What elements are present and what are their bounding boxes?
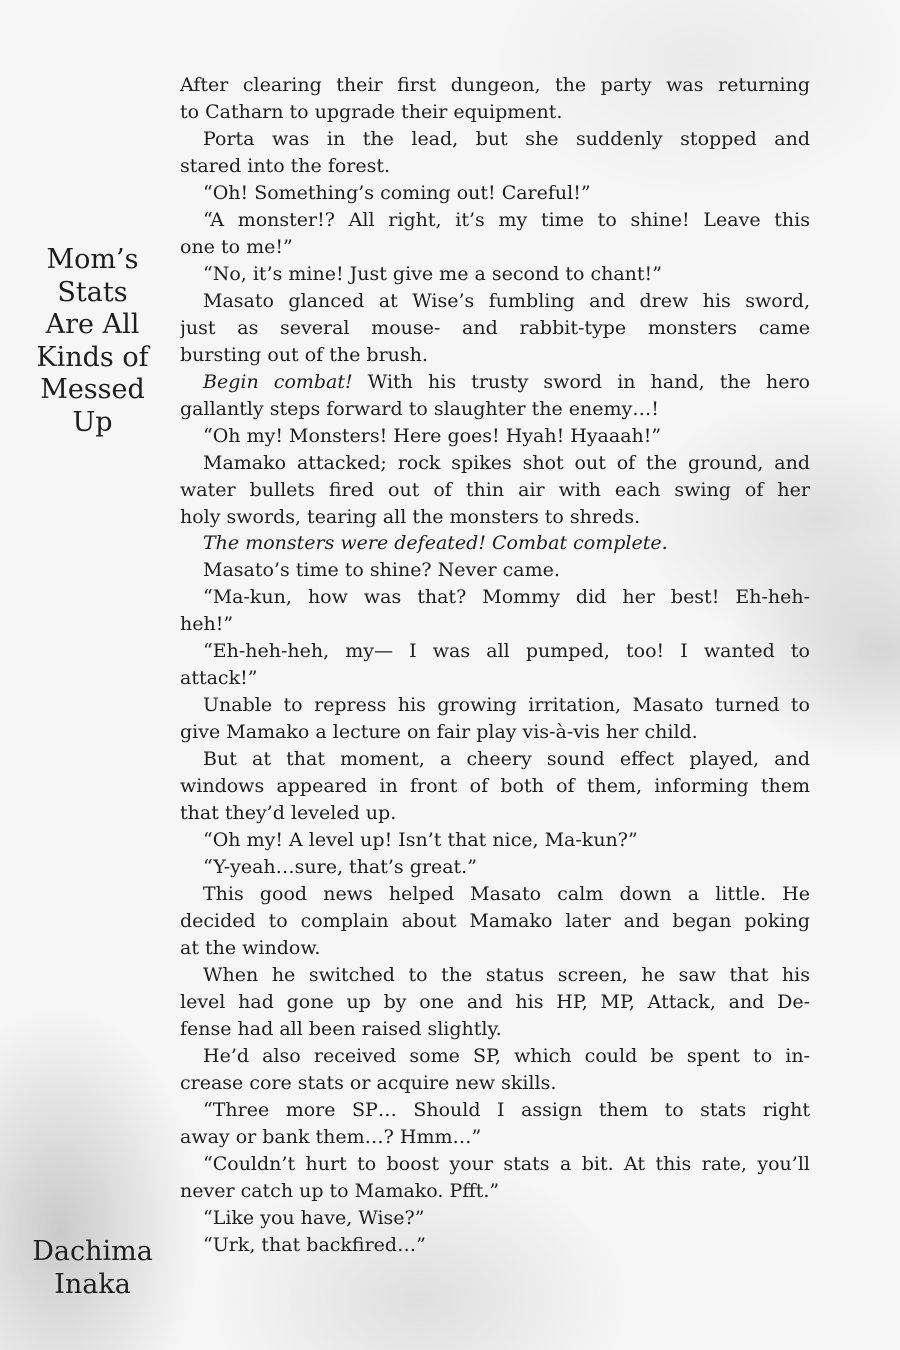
text-segment: away or bank them…? Hmm…” bbox=[180, 1125, 482, 1148]
text-line bbox=[180, 530, 810, 557]
chapter-title-line: Are All bbox=[45, 309, 140, 340]
chapter-title bbox=[20, 244, 165, 439]
text-segment: He’d also received some SP, which could be spent to in- bbox=[203, 1044, 810, 1067]
italic-text: Begin combat! bbox=[203, 370, 353, 393]
text-line bbox=[180, 315, 810, 342]
text-segment: “Urk, that backfired…” bbox=[203, 1233, 426, 1256]
text-line bbox=[180, 746, 810, 773]
text-line bbox=[180, 908, 810, 935]
text-line bbox=[180, 288, 810, 315]
text-segment: that they’d leveled up. bbox=[180, 802, 397, 825]
text-line bbox=[180, 827, 810, 854]
text-line bbox=[180, 261, 810, 288]
text-segment: “Like you have, Wise?” bbox=[203, 1206, 425, 1229]
text-line bbox=[180, 72, 810, 99]
text-line bbox=[180, 1097, 810, 1124]
author-name-line: Dachima bbox=[32, 1236, 153, 1267]
text-segment: But at that moment, a cheery sound effect played, and bbox=[203, 748, 810, 771]
text-line bbox=[180, 962, 810, 989]
text-segment: After clearing their first dungeon, the party was returning bbox=[180, 74, 810, 96]
text-line bbox=[180, 450, 810, 477]
text-line bbox=[180, 1016, 810, 1043]
text-segment: level had gone up by one and his HP, MP, Attack, and De- bbox=[180, 990, 810, 1013]
text-segment: holy swords, tearing all the monsters to shreds. bbox=[180, 505, 641, 528]
body-text bbox=[180, 72, 810, 1259]
text-line bbox=[180, 719, 810, 746]
text-line bbox=[180, 665, 810, 692]
text-line bbox=[180, 881, 810, 908]
text-line bbox=[180, 504, 810, 531]
text-segment: stared into the forest. bbox=[180, 154, 391, 177]
text-line bbox=[180, 234, 810, 261]
italic-text: The monsters were defeated! Combat complete. bbox=[203, 532, 668, 555]
text-segment: Porta was in the lead, but she suddenly stopped and bbox=[203, 127, 810, 150]
text-line bbox=[180, 1124, 810, 1151]
text-line bbox=[180, 638, 810, 665]
text-line bbox=[180, 611, 810, 638]
text-line bbox=[180, 989, 810, 1016]
text-line bbox=[180, 342, 810, 369]
text-segment: “No, it’s mine! Just give me a second to chant!” bbox=[203, 262, 662, 285]
text-segment: “Three more SP… Should I assign them to stats right bbox=[203, 1098, 810, 1121]
text-segment: “Ma-kun, how was that? Mommy did her best! Eh-heh- bbox=[203, 586, 810, 609]
text-line bbox=[180, 1151, 810, 1178]
text-segment: water bullets fired out of thin air with each swing of her bbox=[180, 478, 810, 501]
text-line bbox=[180, 1205, 810, 1232]
text-segment: When he switched to the status screen, he saw that his bbox=[203, 963, 810, 986]
author-name bbox=[20, 1236, 165, 1301]
text-segment: With his trusty sword in hand, the hero bbox=[352, 370, 810, 393]
text-segment: at the window. bbox=[180, 937, 321, 959]
text-segment: attack!” bbox=[180, 667, 258, 690]
text-segment: Mamako attacked; rock spikes shot out of the ground, and bbox=[203, 451, 810, 474]
text-line bbox=[180, 1178, 810, 1205]
text-line bbox=[180, 1070, 810, 1097]
text-segment: This good news helped Masato calm down a little. He bbox=[203, 883, 810, 906]
text-segment: decided to complain about Mamako later and began poking bbox=[180, 910, 810, 933]
text-line bbox=[180, 773, 810, 800]
text-segment: Masato’s time to shine? Never came. bbox=[203, 559, 560, 582]
chapter-title-line: Messed bbox=[40, 374, 145, 405]
text-line bbox=[180, 99, 810, 126]
text-segment: bursting out of the brush. bbox=[180, 343, 428, 366]
text-segment: never catch up to Mamako. Pfft.” bbox=[180, 1179, 500, 1202]
text-segment: gallantly steps forward to slaughter the enemy…! bbox=[180, 397, 659, 420]
text-segment: heh!” bbox=[180, 613, 234, 636]
text-segment: Unable to repress his growing irritation, Masato turned to bbox=[203, 694, 810, 717]
text-line bbox=[180, 800, 810, 827]
text-line bbox=[180, 584, 810, 611]
text-line bbox=[180, 692, 810, 719]
text-segment: “Oh my! A level up! Isn’t that nice, Ma-kun?” bbox=[203, 829, 638, 852]
text-segment: “Eh-heh-heh, my— I was all pumped, too! I wanted to bbox=[203, 640, 810, 663]
text-line bbox=[180, 477, 810, 504]
text-line bbox=[180, 126, 810, 153]
text-line bbox=[180, 369, 810, 396]
text-segment: “Oh my! Monsters! Here goes! Hyah! Hyaaah!” bbox=[203, 424, 662, 447]
text-line bbox=[180, 396, 810, 423]
chapter-title-line: Up bbox=[72, 406, 113, 438]
chapter-title-line: Stats bbox=[57, 276, 128, 308]
text-segment: just as several mouse- and rabbit-type monsters came bbox=[180, 316, 810, 339]
text-line bbox=[180, 423, 810, 450]
text-segment: one to me!” bbox=[180, 235, 293, 258]
text-segment: give Mamako a lecture on fair play vis-à-vis her child. bbox=[180, 721, 698, 744]
text-segment: “Couldn’t hurt to boost your stats a bit. At this rate, you’ll bbox=[203, 1152, 810, 1175]
text-line bbox=[180, 1232, 810, 1259]
author-name-line: Inaka bbox=[54, 1268, 131, 1300]
text-line bbox=[180, 854, 810, 881]
text-segment: Masato glanced at Wise’s fumbling and drew his sword, bbox=[203, 289, 810, 312]
chapter-title-line: Mom’s bbox=[46, 244, 139, 275]
text-line bbox=[180, 557, 810, 584]
text-segment: “Y-yeah…sure, that’s great.” bbox=[203, 856, 477, 879]
chapter-title-line: Kinds of bbox=[36, 341, 149, 373]
text-segment: windows appeared in front of both of them, informing them bbox=[180, 775, 810, 798]
text-line bbox=[180, 153, 810, 180]
text-segment: crease core stats or acquire new skills. bbox=[180, 1071, 557, 1094]
text-line bbox=[180, 180, 810, 207]
text-line bbox=[180, 1043, 810, 1070]
text-segment: “A monster!? All right, it’s my time to shine! Leave this bbox=[203, 208, 810, 231]
text-line bbox=[180, 935, 810, 962]
text-segment: fense had all been raised slightly. bbox=[180, 1017, 502, 1040]
text-line bbox=[180, 207, 810, 234]
text-segment: “Oh! Something’s coming out! Careful!” bbox=[203, 181, 591, 204]
text-segment: to Catharn to upgrade their equipment. bbox=[180, 100, 563, 123]
